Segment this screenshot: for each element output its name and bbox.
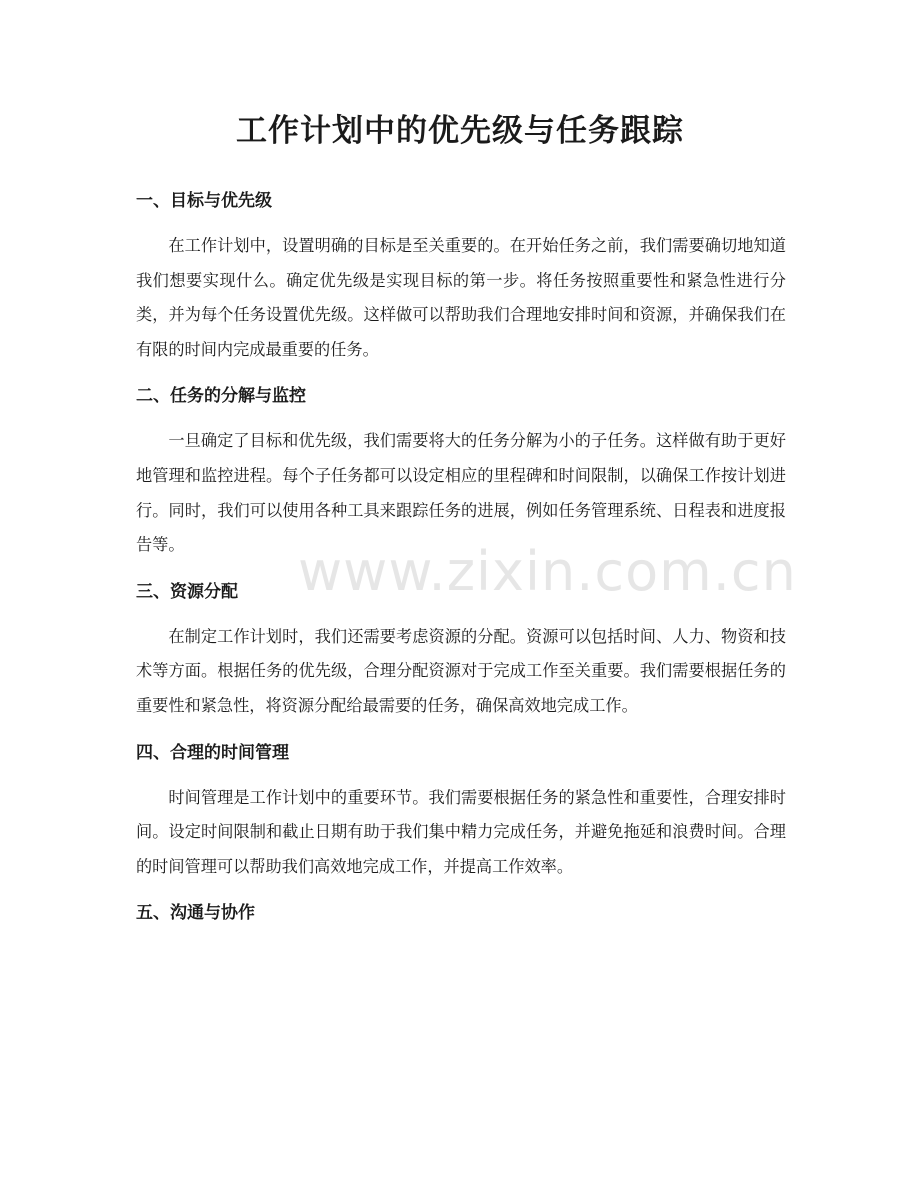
- document-body: [136, 182, 786, 941]
- section-resource-allocation: [136, 573, 786, 724]
- section-time-management: [136, 734, 786, 885]
- section-heading: 三、资源分配: [136, 581, 238, 602]
- page-title: 工作计划中的优先级与任务跟踪: [236, 113, 684, 149]
- section-communication: [136, 894, 786, 932]
- section-heading: 五、沟通与协作: [136, 903, 255, 924]
- section-task-breakdown: [136, 377, 786, 562]
- section-paragraph: 时间管理是工作计划中的重要环节。我们需要根据任务的紧急性和重要性，合理安排时间。设定时间限制和截止日期有助于我们集中精力完成任务，并避免拖延和浪费时间。合理的时间管理可以帮助我们高效地完成工作，并提高工作效率。: [136, 787, 786, 876]
- section-paragraph: 在工作计划中，设置明确的目标是至关重要的。在开始任务之前，我们需要确切地知道我们想要实现什么。确定优先级是实现目标的第一步。将任务按照重要性和紧急性进行分类，并为每个任务设置优先级。这样做可以帮助我们合理地安排时间和资源，并确保我们在有限的时间内完成最重要的任务。: [136, 236, 786, 359]
- section-heading: 一、目标与优先级: [136, 191, 272, 211]
- section-heading: 四、合理的时间管理: [136, 742, 289, 763]
- watermark: www.zixin.com.cn: [298, 540, 797, 603]
- section-goals-priority: [136, 182, 786, 367]
- section-paragraph: 在制定工作计划时，我们还需要考虑资源的分配。资源可以包括时间、人力、物资和技术等方面。根据任务的优先级，合理分配资源对于完成工作至关重要。我们需要根据任务的重要性和紧急性，将资源分配给最需要的任务，确保高效地完成工作。: [136, 626, 786, 715]
- section-heading: 二、任务的分解与监控: [136, 386, 306, 407]
- section-paragraph: 一旦确定了目标和优先级，我们需要将大的任务分解为小的子任务。这样做有助于更好地管理和监控进程。每个子任务都可以设定相应的里程碑和时间限制，以确保工作按计划进行。同时，我们可以使用各种工具来跟踪任务的进展，例如任务管理系统、日程表和进度报告等。: [136, 431, 786, 555]
